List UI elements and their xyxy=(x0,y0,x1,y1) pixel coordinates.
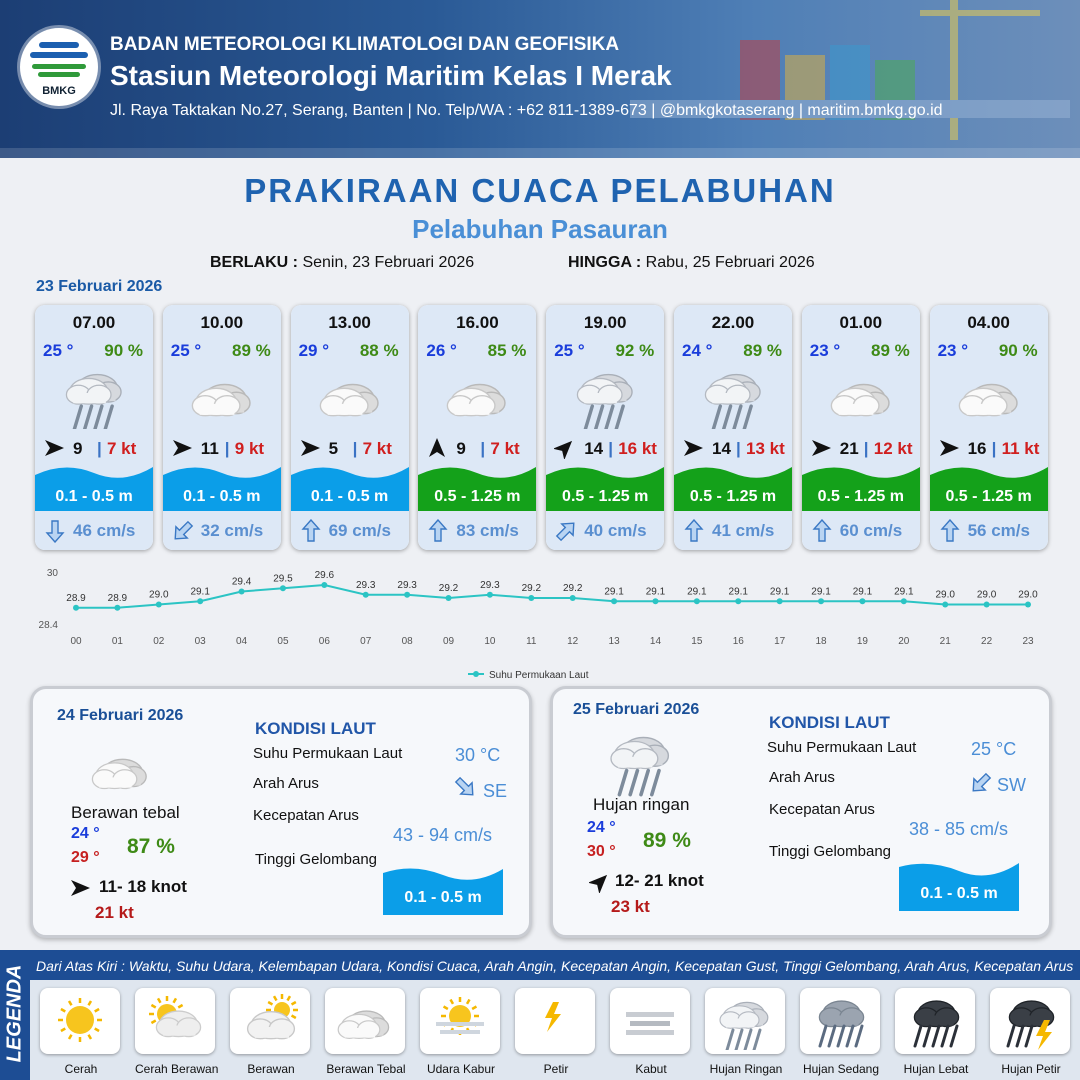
card-wind xyxy=(169,437,279,461)
card-wave-height xyxy=(546,463,664,511)
card-wave-height xyxy=(291,463,409,511)
series-line xyxy=(76,585,1028,608)
card-wind-speed: 21 xyxy=(839,439,859,458)
current-direction-icon xyxy=(453,775,477,799)
legend-item xyxy=(420,988,502,1076)
card-wind-speed: 16 xyxy=(967,439,987,458)
data-point xyxy=(321,582,327,588)
card-wave-value: 0.1 - 0.5 m xyxy=(55,488,133,505)
card-wave-height xyxy=(802,463,920,511)
x-tick-label: 02 xyxy=(153,636,165,647)
hujan-ringan-icon xyxy=(570,365,642,429)
x-tick-label: 05 xyxy=(277,636,289,647)
data-point xyxy=(73,605,79,611)
data-point xyxy=(694,598,700,604)
wind-direction-icon xyxy=(69,877,91,899)
day-forecast-1 xyxy=(30,686,532,938)
data-label: 29.1 xyxy=(894,586,914,598)
card-wind xyxy=(808,437,918,461)
card-separator: | xyxy=(863,439,869,458)
x-tick-label: 08 xyxy=(401,636,413,647)
hourly-card xyxy=(674,305,792,550)
current-direction-icon xyxy=(969,771,993,795)
legend-item xyxy=(325,988,407,1076)
card-current xyxy=(163,515,281,550)
data-point xyxy=(570,595,576,601)
legend-item-label: Hujan Sedang xyxy=(802,1062,880,1076)
sea-condition-title: KONDISI LAUT xyxy=(255,719,376,738)
data-label: 29.0 xyxy=(935,589,955,601)
hourly-card xyxy=(35,305,153,550)
wave-height-label: Tinggi Gelombang xyxy=(255,851,378,868)
current-direction-icon xyxy=(299,519,323,543)
x-tick-label: 15 xyxy=(691,636,703,647)
day-condition: Berawan tebal xyxy=(71,803,180,822)
data-label: 29.2 xyxy=(521,583,542,594)
card-time: 04.00 xyxy=(967,313,1010,332)
x-tick-label: 09 xyxy=(442,636,455,647)
x-tick-label: 21 xyxy=(939,636,951,647)
card-time: 13.00 xyxy=(328,313,371,332)
sst-label: Suhu Permukaan Laut xyxy=(253,745,403,762)
cerah-icon xyxy=(40,988,120,1054)
today-date: 23 Februari 2026 xyxy=(36,278,163,295)
wind-direction-icon xyxy=(810,437,832,459)
current-direction-value: SE xyxy=(483,781,508,801)
current-direction-icon xyxy=(43,519,67,543)
card-wind-speed: 14 xyxy=(584,439,604,458)
legend-label: Suhu Permukaan Laut xyxy=(489,670,589,681)
card-wave-value: 0.5 - 1.25 m xyxy=(562,488,649,505)
legend-item xyxy=(515,988,597,1076)
card-humidity: 89 % xyxy=(232,341,271,360)
data-label: 29.1 xyxy=(645,586,666,598)
card-current-speed: 32 cm/s xyxy=(200,521,264,540)
data-point xyxy=(446,595,452,601)
berawan-tebal-icon xyxy=(442,365,514,429)
data-point xyxy=(363,592,369,598)
data-point xyxy=(280,585,286,591)
port-name: Pelabuhan Pasauran xyxy=(412,214,668,244)
legend-item xyxy=(610,988,692,1076)
day-humidity: 87 % xyxy=(127,835,175,858)
x-tick-label: 17 xyxy=(774,636,786,647)
berawan-tebal-icon xyxy=(187,365,259,429)
card-time: 07.00 xyxy=(72,313,116,332)
data-label: 29.1 xyxy=(811,586,831,598)
card-separator: | xyxy=(480,439,486,458)
card-temperature: 23 ° xyxy=(809,341,841,360)
data-point xyxy=(777,598,783,604)
day-condition: Hujan ringan xyxy=(593,795,690,814)
data-label: 29.1 xyxy=(190,586,210,598)
card-wind xyxy=(297,437,407,461)
legend-item-label: Udara Kabur xyxy=(426,1062,496,1076)
day-temp-max: 29 ° xyxy=(71,849,100,866)
card-current xyxy=(674,515,792,550)
data-label: 29.2 xyxy=(438,583,459,594)
berawan-tebal-icon xyxy=(315,365,387,429)
x-tick-label: 12 xyxy=(567,636,579,647)
card-gust: 9 kt xyxy=(234,439,265,458)
card-current-speed: 40 cm/s xyxy=(584,521,647,540)
legend-item xyxy=(990,988,1072,1076)
data-label: 29.3 xyxy=(480,579,500,591)
card-wind xyxy=(41,437,151,461)
sst-label: Suhu Permukaan Laut xyxy=(767,739,917,756)
hujan-ringan-icon xyxy=(605,725,677,802)
current-direction-label: Arah Arus xyxy=(253,775,319,792)
legend-item-label: Berawan xyxy=(247,1062,295,1076)
legend-swatch-point xyxy=(473,671,479,677)
card-wave-height xyxy=(930,463,1048,511)
card-wave-value: 0.5 - 1.25 m xyxy=(434,488,521,505)
hujan-sedang-icon xyxy=(800,988,880,1054)
card-humidity: 89 % xyxy=(743,341,782,360)
legend-item-label: Cerah Berawan xyxy=(135,1062,219,1076)
y-tick-label: 28.4 xyxy=(38,620,58,631)
data-point xyxy=(528,595,534,601)
x-tick-label: 07 xyxy=(360,636,372,647)
card-wind xyxy=(936,437,1046,461)
card-wave-value: 0.5 - 1.25 m xyxy=(689,488,777,505)
data-label: 29.0 xyxy=(976,589,997,601)
legend-item xyxy=(705,988,787,1076)
day-humidity: 89 % xyxy=(643,829,691,852)
cerah-berawan-icon xyxy=(135,988,215,1054)
x-tick-label: 03 xyxy=(194,636,206,647)
card-wave-value: 0.1 - 0.5 m xyxy=(310,488,389,505)
day-temp-min: 24 ° xyxy=(71,825,100,842)
data-point xyxy=(984,602,990,608)
card-separator: | xyxy=(352,439,358,458)
berawan-tebal-icon xyxy=(954,365,1026,429)
card-temperature: 25 ° xyxy=(43,341,74,360)
legend-item xyxy=(40,988,122,1076)
data-label: 29.1 xyxy=(687,586,707,598)
card-separator: | xyxy=(736,439,741,458)
petir-icon xyxy=(515,988,595,1054)
card-current-speed: 83 cm/s xyxy=(456,521,519,540)
hourly-card xyxy=(163,305,281,550)
wind-direction-icon xyxy=(426,437,448,459)
legend-item-label: Berawan Tebal xyxy=(326,1062,406,1076)
legend xyxy=(0,950,1080,1080)
y-tick-label: 30 xyxy=(46,568,58,579)
wave-height-value: 0.1 - 0.5 m xyxy=(920,885,998,902)
data-label: 29.3 xyxy=(397,579,417,591)
current-direction-icon xyxy=(810,519,834,543)
x-tick-label: 13 xyxy=(608,636,620,647)
card-separator: | xyxy=(608,439,613,458)
legend-description: Dari Atas Kiri : Waktu, Suhu Udara, Kelembapan Udara, Kondisi Cuaca, Arah Angin, Kecepatan Angin, Kecepatan Gust, Tinggi Gelombang, Arah Arus, Kecepatan Arus xyxy=(30,950,1080,980)
current-speed-value: 43 - 94 cm/s xyxy=(393,825,493,845)
hujan-ringan-icon xyxy=(59,365,131,429)
day-forecast-2 xyxy=(550,686,1052,938)
card-wave-height xyxy=(163,463,281,511)
data-point xyxy=(239,589,245,595)
card-wind-speed: 9 xyxy=(456,439,466,458)
day-gust: 21 kt xyxy=(95,903,134,922)
data-point xyxy=(901,598,907,604)
data-label: 29.3 xyxy=(356,579,376,591)
card-humidity: 90 % xyxy=(104,341,143,360)
card-temperature: 24 ° xyxy=(682,341,713,360)
x-tick-label: 04 xyxy=(236,636,248,647)
card-wave-value: 0.5 - 1.25 m xyxy=(945,488,1032,505)
hujan-lebat-icon xyxy=(895,988,975,1054)
data-label: 28.9 xyxy=(66,592,86,604)
data-label: 29.1 xyxy=(728,586,748,598)
hujan-ringan-icon xyxy=(698,365,770,429)
logo-text: BMKG xyxy=(42,85,76,97)
hourly-card xyxy=(802,305,920,550)
data-label: 29.5 xyxy=(273,573,293,585)
x-tick-label: 11 xyxy=(526,636,537,647)
legend-item-label: Kabut xyxy=(635,1062,667,1076)
valid-from xyxy=(210,254,474,272)
card-current xyxy=(546,515,664,550)
header-banner xyxy=(0,0,1080,158)
card-gust: 7 kt xyxy=(362,439,392,458)
berawan-tebal-icon xyxy=(325,988,405,1054)
current-direction-icon xyxy=(938,519,962,543)
sst-value: 25 °C xyxy=(971,739,1017,759)
card-temperature: 23 ° xyxy=(937,341,969,360)
card-humidity: 92 % xyxy=(615,341,655,360)
card-gust: 16 kt xyxy=(618,439,657,458)
card-current-speed: 60 cm/s xyxy=(839,521,903,540)
current-direction-label: Arah Arus xyxy=(769,769,835,786)
data-point xyxy=(611,598,617,604)
x-tick-label: 22 xyxy=(981,636,993,647)
valid-to xyxy=(568,254,815,272)
card-wave-value: 0.1 - 0.5 m xyxy=(183,488,261,505)
card-current-speed: 69 cm/s xyxy=(328,521,391,540)
header-divider xyxy=(0,148,1080,158)
data-label: 29.2 xyxy=(562,583,583,594)
wind-direction-icon xyxy=(554,437,576,459)
legend-item xyxy=(800,988,882,1076)
card-humidity: 85 % xyxy=(487,341,527,360)
current-direction-icon xyxy=(554,519,578,543)
day-date: 25 Februari 2026 xyxy=(573,701,700,718)
valid-from-value: Senin, 23 Februari 2026 xyxy=(302,254,475,271)
sea-surface-temp-chart xyxy=(30,562,1050,690)
card-time: 22.00 xyxy=(711,313,755,332)
x-tick-label: 23 xyxy=(1022,636,1034,647)
card-temperature: 29 ° xyxy=(298,341,330,360)
day-wind-speed: 11- 18 knot xyxy=(99,877,187,896)
wind-direction-icon xyxy=(171,437,193,459)
day-temp-max: 30 ° xyxy=(587,843,616,860)
current-direction-value: SW xyxy=(997,775,1026,795)
hujan-petir-icon xyxy=(990,988,1070,1054)
berawan-tebal-icon xyxy=(826,365,898,429)
card-time: 19.00 xyxy=(583,313,627,332)
card-current-speed: 41 cm/s xyxy=(712,521,775,540)
card-current-speed: 46 cm/s xyxy=(73,521,136,540)
card-wind-speed: 5 xyxy=(328,439,339,458)
card-current xyxy=(930,515,1048,550)
card-separator: | xyxy=(991,439,997,458)
legend-item xyxy=(135,988,217,1076)
card-current xyxy=(418,515,536,550)
card-wind-speed: 11 xyxy=(200,439,219,458)
card-current xyxy=(291,515,409,550)
card-temperature: 25 ° xyxy=(554,341,585,360)
berawan-icon xyxy=(230,988,310,1054)
card-wave-height xyxy=(418,463,536,511)
wave-height-badge xyxy=(383,865,503,915)
wave-height-value: 0.1 - 0.5 m xyxy=(404,889,482,906)
day-gust: 23 kt xyxy=(611,897,650,916)
card-current xyxy=(802,515,920,550)
data-point xyxy=(942,602,948,608)
valid-from-label: BERLAKU : xyxy=(210,254,298,271)
data-point xyxy=(735,598,741,604)
card-wind xyxy=(424,437,534,461)
data-point xyxy=(156,602,162,608)
agency-name: BADAN METEOROLOGI KLIMATOLOGI DAN GEOFISIKA xyxy=(110,34,620,55)
card-gust: 12 kt xyxy=(873,439,913,458)
data-point xyxy=(404,592,410,598)
legend-item-label: Hujan Petir xyxy=(1001,1062,1061,1076)
x-tick-label: 16 xyxy=(732,636,744,647)
current-direction-icon xyxy=(426,519,450,543)
wave-height-label: Tinggi Gelombang xyxy=(769,843,892,860)
wave-height-badge xyxy=(899,861,1019,911)
day-temp-min: 24 ° xyxy=(587,819,616,836)
page-title: PRAKIRAAN CUACA PELABUHAN xyxy=(244,172,836,209)
card-wind-speed: 14 xyxy=(712,439,731,458)
current-direction-icon xyxy=(682,519,706,543)
card-gust: 13 kt xyxy=(746,439,785,458)
card-wave-height xyxy=(35,463,153,511)
card-gust: 11 kt xyxy=(1001,439,1040,458)
legend-item-label: Cerah xyxy=(64,1062,98,1076)
udara-kabur-icon xyxy=(420,988,500,1054)
station-name: Stasiun Meteorologi Maritim Kelas I Merak xyxy=(110,60,672,91)
x-tick-label: 01 xyxy=(111,636,123,647)
wind-direction-icon xyxy=(682,437,704,459)
legend-side xyxy=(0,950,30,1080)
card-time: 01.00 xyxy=(839,313,883,332)
x-tick-label: 06 xyxy=(318,636,330,647)
hourly-card xyxy=(546,305,664,550)
x-tick-label: 20 xyxy=(898,636,910,647)
day-date: 24 Februari 2026 xyxy=(57,707,184,724)
berawan-tebal-icon xyxy=(89,739,153,808)
wind-direction-icon xyxy=(589,871,611,893)
card-gust: 7 kt xyxy=(107,439,137,458)
valid-to-label: HINGGA : xyxy=(568,254,642,271)
data-label: 29.1 xyxy=(604,586,624,598)
card-current xyxy=(35,515,153,550)
card-separator: | xyxy=(224,439,230,458)
data-label: 29.1 xyxy=(852,586,873,598)
x-tick-label: 00 xyxy=(70,636,82,647)
data-point xyxy=(114,605,120,611)
current-speed-label: Kecepatan Arus xyxy=(769,801,875,818)
bmkg-logo xyxy=(20,28,98,106)
card-wind xyxy=(680,437,790,461)
legend-item-label: Petir xyxy=(543,1062,569,1076)
data-point xyxy=(487,592,493,598)
card-gust: 7 kt xyxy=(490,439,520,458)
legend-item xyxy=(895,988,977,1076)
x-tick-label: 19 xyxy=(856,636,868,647)
legend-item xyxy=(230,988,312,1076)
legend-item-label: Hujan Ringan xyxy=(709,1062,783,1076)
card-separator: | xyxy=(97,439,102,458)
station-address: Jl. Raya Taktakan No.27, Serang, Banten | No. Telp/WA : +62 811-1389-673 | @bmkgkotaserang | maritim.bmkg.go.id xyxy=(110,102,943,119)
chart-canvas xyxy=(30,562,1050,690)
data-label: 29.0 xyxy=(1018,589,1038,601)
hourly-card xyxy=(418,305,536,550)
card-humidity: 90 % xyxy=(998,341,1038,360)
data-point xyxy=(652,598,658,604)
card-wind-speed: 9 xyxy=(73,439,83,458)
card-wave-height xyxy=(674,463,792,511)
sea-condition-title: KONDISI LAUT xyxy=(769,713,890,732)
card-temperature: 26 ° xyxy=(426,341,457,360)
hourly-card xyxy=(291,305,409,550)
data-point xyxy=(197,598,203,604)
valid-to-value: Rabu, 25 Februari 2026 xyxy=(645,254,815,271)
data-label: 29.6 xyxy=(314,570,335,581)
wind-direction-icon xyxy=(43,437,65,459)
x-tick-label: 10 xyxy=(484,636,496,647)
card-wind xyxy=(552,437,662,461)
card-temperature: 25 ° xyxy=(170,341,202,360)
current-speed-label: Kecepatan Arus xyxy=(253,807,359,824)
data-point xyxy=(818,598,824,604)
current-direction-icon xyxy=(171,519,195,543)
card-time: 16.00 xyxy=(456,313,499,332)
card-current-speed: 56 cm/s xyxy=(967,521,1030,540)
wind-direction-icon xyxy=(938,437,960,459)
legend-item-label: Hujan Lebat xyxy=(903,1062,969,1076)
x-tick-label: 18 xyxy=(815,636,827,647)
current-speed-value: 38 - 85 cm/s xyxy=(909,819,1009,839)
card-humidity: 88 % xyxy=(359,341,399,360)
card-humidity: 89 % xyxy=(871,341,910,360)
data-label: 29.1 xyxy=(769,586,790,598)
hourly-card xyxy=(930,305,1048,550)
legend-title: LEGENDA xyxy=(3,964,26,1063)
card-time: 10.00 xyxy=(200,313,244,332)
data-label: 29.4 xyxy=(231,576,252,588)
data-label: 29.0 xyxy=(149,589,169,601)
x-tick-label: 14 xyxy=(649,636,662,647)
card-wave-value: 0.5 - 1.25 m xyxy=(817,488,904,505)
data-label: 28.9 xyxy=(107,592,128,604)
data-point xyxy=(859,598,865,604)
day-wind-speed: 12- 21 knot xyxy=(615,871,704,890)
data-point xyxy=(1025,602,1031,608)
sst-value: 30 °C xyxy=(455,745,501,765)
hujan-ringan-icon xyxy=(705,988,785,1054)
wind-direction-icon xyxy=(299,437,321,459)
port-illustration xyxy=(620,0,1080,158)
kabut-icon xyxy=(610,988,690,1054)
